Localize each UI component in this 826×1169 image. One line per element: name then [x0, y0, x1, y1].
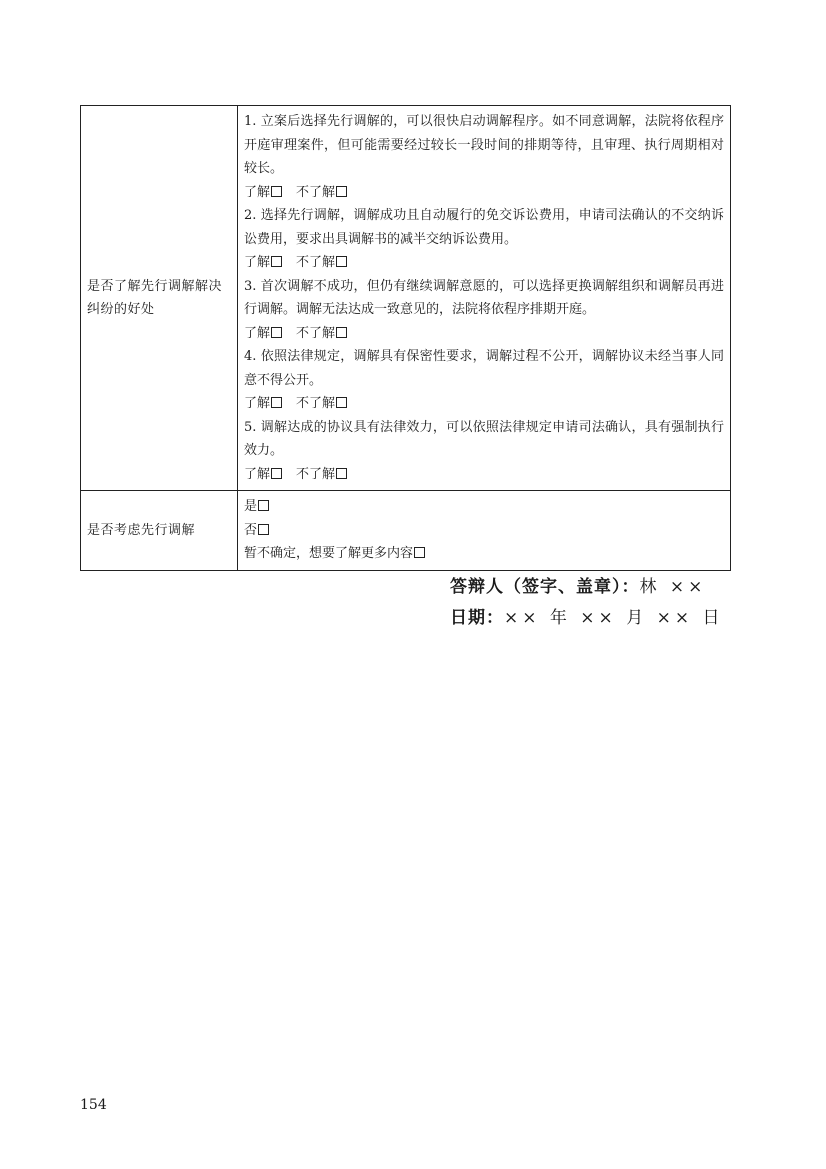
benefit-item-2: 2. 选择先行调解，调解成功且自动履行的免交诉讼费用，申请司法确认的不交纳诉讼费用，要求出具调解书的减半交纳诉讼费用。 — [244, 208, 724, 247]
not-understand-label: 不了解 — [296, 396, 336, 411]
page-number: 154 — [80, 1097, 107, 1113]
table-row — [81, 106, 731, 491]
date-line — [450, 603, 723, 628]
benefit-item-1: 1. 立案后选择先行调解的，可以很快启动调解程序。如不同意调解，法院将依程序开庭审理案件，但可能需要经过较长一段时间的排期等待，且审理、执行周期相对较长。 — [244, 114, 724, 176]
consider-options-cell — [238, 491, 731, 571]
benefits-cell — [238, 106, 731, 491]
respondent-label: 答辩人（签字、盖章）： — [450, 577, 640, 597]
respondent-signature-line — [450, 572, 706, 597]
not-understand-checkbox[interactable] — [336, 397, 347, 408]
date-label: 日期： — [450, 608, 504, 628]
option-no — [244, 519, 724, 543]
choice-line-3 — [244, 322, 724, 346]
mediation-form-table — [80, 105, 731, 571]
row-label-mediation-benefits: 是否了解先行调解解决纠纷的好处 — [81, 106, 238, 491]
choice-line-1 — [244, 181, 724, 205]
option-yes-checkbox[interactable] — [258, 500, 269, 511]
not-understand-checkbox[interactable] — [336, 468, 347, 479]
choice-line-2 — [244, 251, 724, 275]
option-yes-label: 是 — [244, 499, 258, 514]
choice-line-5 — [244, 463, 724, 487]
understand-label: 了解 — [244, 255, 271, 270]
option-no-label: 否 — [244, 522, 258, 538]
option-undecided-label: 暂不确定，想要了解更多内容 — [244, 546, 414, 561]
not-understand-checkbox[interactable] — [336, 186, 347, 197]
option-undecided — [244, 542, 724, 566]
benefit-item-3: 3. 首次调解不成功，但仍有继续调解意愿的，可以选择更换调解组织和调解员再进行调解。调解无法达成一致意见的，法院将依程序排期开庭。 — [244, 278, 724, 317]
understand-label: 了解 — [244, 396, 271, 411]
benefit-item-5: 5. 调解达成的协议具有法律效力，可以依照法律规定申请司法确认，具有强制执行效力。 — [244, 419, 724, 458]
choice-line-4 — [244, 392, 724, 416]
benefit-item-4: 4. 依照法律规定，调解具有保密性要求，调解过程不公开，调解协议未经当事人同意不得公开。 — [244, 349, 724, 388]
date-value: ×× 年 ×× 月 ×× 日 — [504, 608, 724, 628]
understand-label: 了解 — [244, 466, 271, 482]
not-understand-label: 不了解 — [296, 325, 336, 341]
not-understand-checkbox[interactable] — [336, 256, 347, 267]
option-yes — [244, 495, 724, 519]
understand-checkbox[interactable] — [271, 327, 282, 338]
understand-checkbox[interactable] — [271, 397, 282, 408]
row-label-consider-mediation: 是否考虑先行调解 — [81, 491, 238, 571]
not-understand-label: 不了解 — [296, 255, 336, 270]
respondent-value: 林 ×× — [639, 577, 707, 597]
option-undecided-checkbox[interactable] — [414, 547, 425, 558]
table-row — [81, 491, 731, 571]
not-understand-label: 不了解 — [296, 466, 336, 482]
understand-label: 了解 — [244, 184, 271, 200]
understand-checkbox[interactable] — [271, 186, 282, 197]
understand-label: 了解 — [244, 325, 271, 341]
understand-checkbox[interactable] — [271, 256, 282, 267]
option-no-checkbox[interactable] — [258, 524, 269, 535]
understand-checkbox[interactable] — [271, 468, 282, 479]
not-understand-checkbox[interactable] — [336, 327, 347, 338]
not-understand-label: 不了解 — [296, 184, 336, 200]
